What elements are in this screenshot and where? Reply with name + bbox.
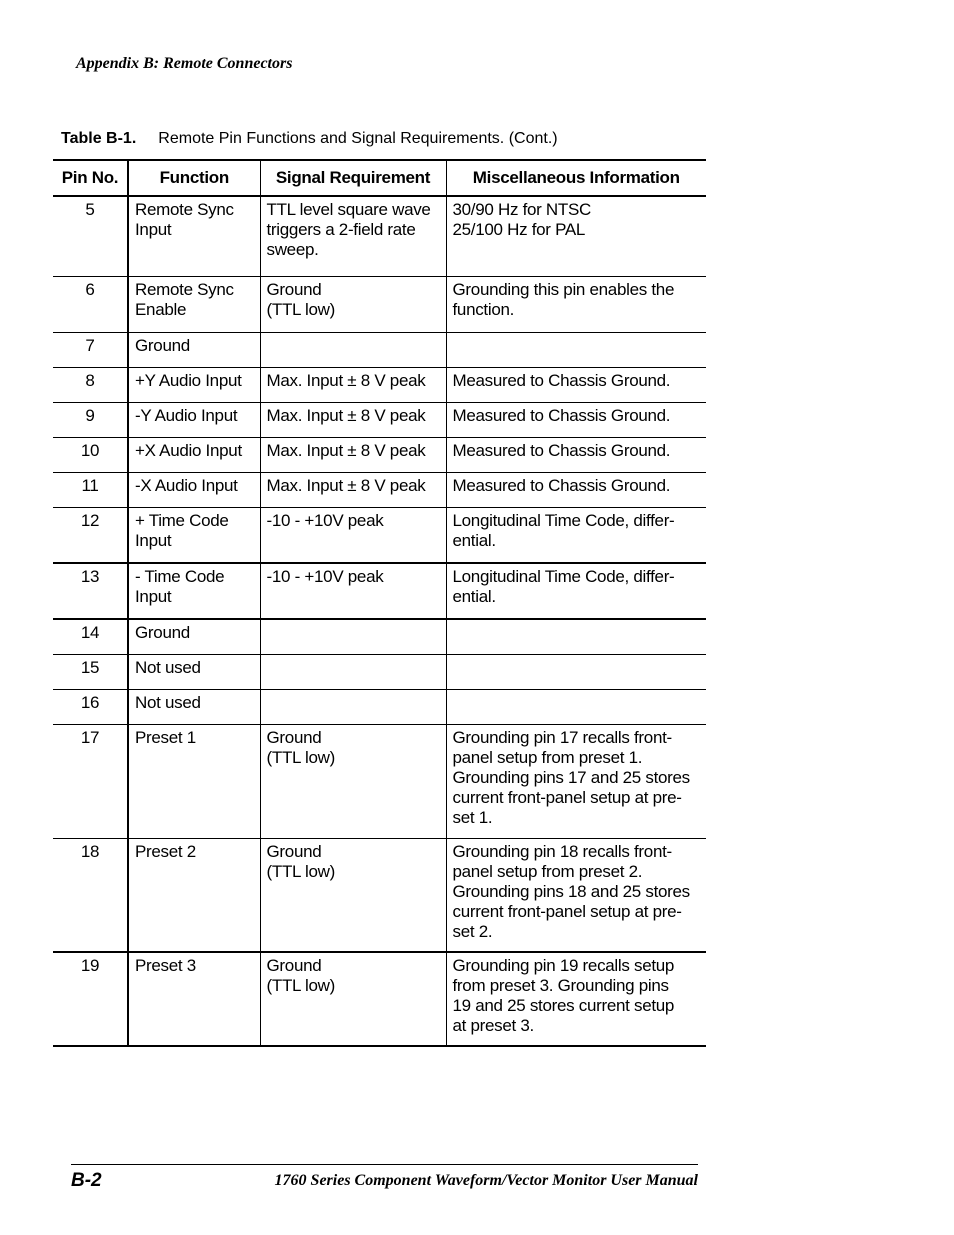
cell-signal: Ground (TTL low) bbox=[260, 724, 446, 838]
column-header-function: Function bbox=[128, 160, 260, 196]
table-row bbox=[53, 563, 706, 619]
cell-signal: -10 - +10V peak bbox=[260, 507, 446, 563]
cell-pin: 19 bbox=[53, 952, 128, 1046]
cell-misc: Longitudinal Time Code, differ- ential. bbox=[446, 507, 706, 563]
table-row bbox=[53, 367, 706, 402]
table-row bbox=[53, 724, 706, 838]
cell-misc bbox=[446, 654, 706, 689]
cell-function: Ground bbox=[128, 619, 260, 654]
cell-misc bbox=[446, 332, 706, 367]
cell-pin: 17 bbox=[53, 724, 128, 838]
cell-pin: 15 bbox=[53, 654, 128, 689]
column-header-misc: Miscellaneous Information bbox=[446, 160, 706, 196]
table-caption-title: Remote Pin Functions and Signal Requirements. (Cont.) bbox=[158, 130, 558, 147]
table-row bbox=[53, 437, 706, 472]
cell-pin: 16 bbox=[53, 689, 128, 724]
cell-misc: Grounding pin 19 recalls setup from preset 3. Grounding pins 19 and 25 stores current setup at preset 3. bbox=[446, 952, 706, 1046]
cell-function: Remote Sync Enable bbox=[128, 276, 260, 332]
cell-misc: Measured to Chassis Ground. bbox=[446, 472, 706, 507]
cell-misc: Grounding pin 18 recalls front- panel setup from preset 2. Grounding pins 18 and 25 stores current front-panel setup at pre- set 2. bbox=[446, 838, 706, 952]
manual-title: 1760 Series Component Waveform/Vector Monitor User Manual bbox=[274, 1172, 698, 1189]
column-header-pin: Pin No. bbox=[53, 160, 128, 196]
cell-signal: TTL level square wave triggers a 2-field rate sweep. bbox=[260, 196, 446, 276]
table-row bbox=[53, 689, 706, 724]
cell-function: Preset 1 bbox=[128, 724, 260, 838]
cell-signal bbox=[260, 619, 446, 654]
cell-function: Ground bbox=[128, 332, 260, 367]
cell-signal: Max. Input ± 8 V peak bbox=[260, 437, 446, 472]
cell-function: Not used bbox=[128, 654, 260, 689]
cell-misc bbox=[446, 619, 706, 654]
page-number: B-2 bbox=[71, 1170, 102, 1191]
cell-pin: 18 bbox=[53, 838, 128, 952]
cell-signal: Ground (TTL low) bbox=[260, 276, 446, 332]
cell-signal: Max. Input ± 8 V peak bbox=[260, 402, 446, 437]
cell-misc: Measured to Chassis Ground. bbox=[446, 402, 706, 437]
cell-signal bbox=[260, 689, 446, 724]
cell-misc: Grounding pin 17 recalls front- panel setup from preset 1. Grounding pins 17 and 25 stores current front-panel setup at pre- set 1. bbox=[446, 724, 706, 838]
cell-misc: Measured to Chassis Ground. bbox=[446, 437, 706, 472]
cell-function: Preset 2 bbox=[128, 838, 260, 952]
cell-function: Remote Sync Input bbox=[128, 196, 260, 276]
cell-pin: 11 bbox=[53, 472, 128, 507]
cell-pin: 8 bbox=[53, 367, 128, 402]
table-row bbox=[53, 654, 706, 689]
cell-signal: -10 - +10V peak bbox=[260, 563, 446, 619]
cell-misc bbox=[446, 689, 706, 724]
remote-pin-table bbox=[53, 159, 706, 1047]
cell-signal: Max. Input ± 8 V peak bbox=[260, 367, 446, 402]
cell-pin: 14 bbox=[53, 619, 128, 654]
table-header-row bbox=[53, 160, 706, 196]
cell-signal: Ground (TTL low) bbox=[260, 952, 446, 1046]
cell-pin: 7 bbox=[53, 332, 128, 367]
cell-misc: Longitudinal Time Code, differ- ential. bbox=[446, 563, 706, 619]
table-row bbox=[53, 619, 706, 654]
table-row bbox=[53, 838, 706, 952]
table-caption bbox=[61, 130, 558, 148]
cell-function: -Y Audio Input bbox=[128, 402, 260, 437]
cell-function: - Time Code Input bbox=[128, 563, 260, 619]
cell-function: +X Audio Input bbox=[128, 437, 260, 472]
table-row bbox=[53, 276, 706, 332]
running-head: Appendix B: Remote Connectors bbox=[76, 55, 293, 72]
cell-pin: 10 bbox=[53, 437, 128, 472]
cell-signal: Ground (TTL low) bbox=[260, 838, 446, 952]
table-row bbox=[53, 402, 706, 437]
table-row bbox=[53, 196, 706, 276]
cell-misc: 30/90 Hz for NTSC 25/100 Hz for PAL bbox=[446, 196, 706, 276]
table-caption-number: Table B-1. bbox=[61, 130, 137, 147]
cell-pin: 12 bbox=[53, 507, 128, 563]
cell-signal: Max. Input ± 8 V peak bbox=[260, 472, 446, 507]
cell-function: +Y Audio Input bbox=[128, 367, 260, 402]
cell-misc: Measured to Chassis Ground. bbox=[446, 367, 706, 402]
cell-misc: Grounding this pin enables the function. bbox=[446, 276, 706, 332]
table-row bbox=[53, 472, 706, 507]
cell-function: Preset 3 bbox=[128, 952, 260, 1046]
cell-pin: 9 bbox=[53, 402, 128, 437]
cell-pin: 13 bbox=[53, 563, 128, 619]
table-row bbox=[53, 952, 706, 1046]
cell-pin: 6 bbox=[53, 276, 128, 332]
cell-function: Not used bbox=[128, 689, 260, 724]
cell-function: + Time Code Input bbox=[128, 507, 260, 563]
cell-function: -X Audio Input bbox=[128, 472, 260, 507]
footer-rule bbox=[71, 1164, 698, 1165]
table-row bbox=[53, 507, 706, 563]
table-row bbox=[53, 332, 706, 367]
cell-signal bbox=[260, 332, 446, 367]
cell-signal bbox=[260, 654, 446, 689]
column-header-signal: Signal Requirement bbox=[260, 160, 446, 196]
cell-pin: 5 bbox=[53, 196, 128, 276]
